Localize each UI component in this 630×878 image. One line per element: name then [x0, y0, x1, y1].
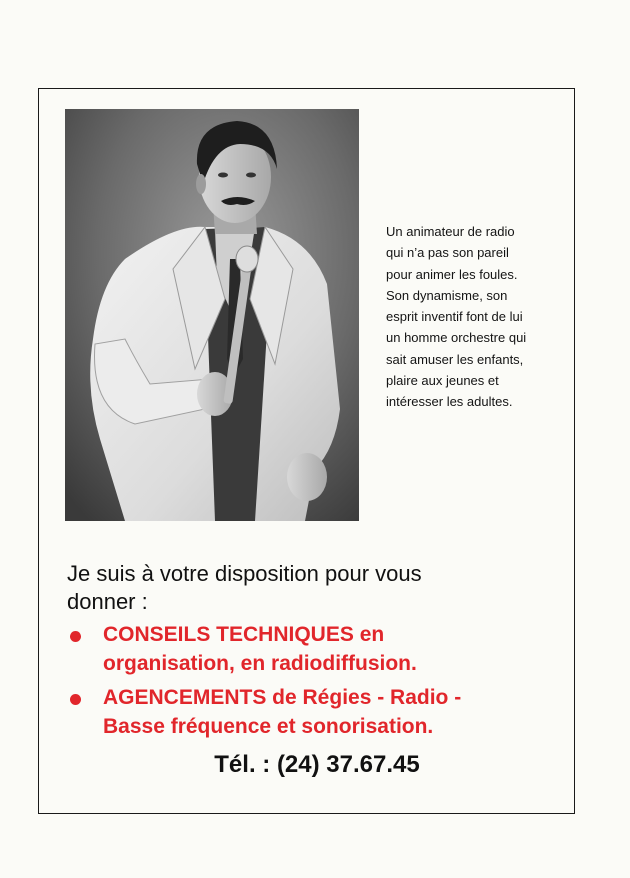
description-line: un homme orchestre qui: [386, 330, 527, 346]
portrait-photo: [65, 109, 359, 521]
phone-number: Tél. : (24) 37.67.45: [214, 751, 420, 778]
service-line: organisation, en radiodiffusion.: [103, 652, 417, 675]
description-line: Son dynamisme, son: [386, 287, 508, 303]
description-line: pour animer les foules.: [386, 266, 518, 282]
description-line: plaire aux jeunes et: [386, 373, 499, 389]
description-line: qui n’a pas son pareil: [386, 245, 509, 261]
intro-text: [67, 560, 587, 616]
service-line: Basse fréquence et sonorisation.: [103, 715, 434, 738]
service-line: CONSEILS TECHNIQUES en: [103, 623, 385, 646]
service-text: [103, 620, 417, 678]
intro-line: donner :: [67, 589, 148, 614]
intro-line: Je suis à votre disposition pour vous: [67, 561, 422, 586]
description-line: sait amuser les enfants,: [386, 351, 524, 367]
description-line: Un animateur de radio: [386, 224, 515, 239]
description-text: [386, 221, 561, 413]
service-line: AGENCEMENTS de Régies - Radio -: [103, 686, 462, 709]
description-line: intéresser les adultes.: [386, 394, 513, 410]
bullet-dot-icon: [70, 694, 81, 705]
bullet-dot-icon: [70, 631, 81, 642]
service-text: [103, 683, 461, 741]
description-line: esprit inventif font de lui: [386, 309, 523, 325]
